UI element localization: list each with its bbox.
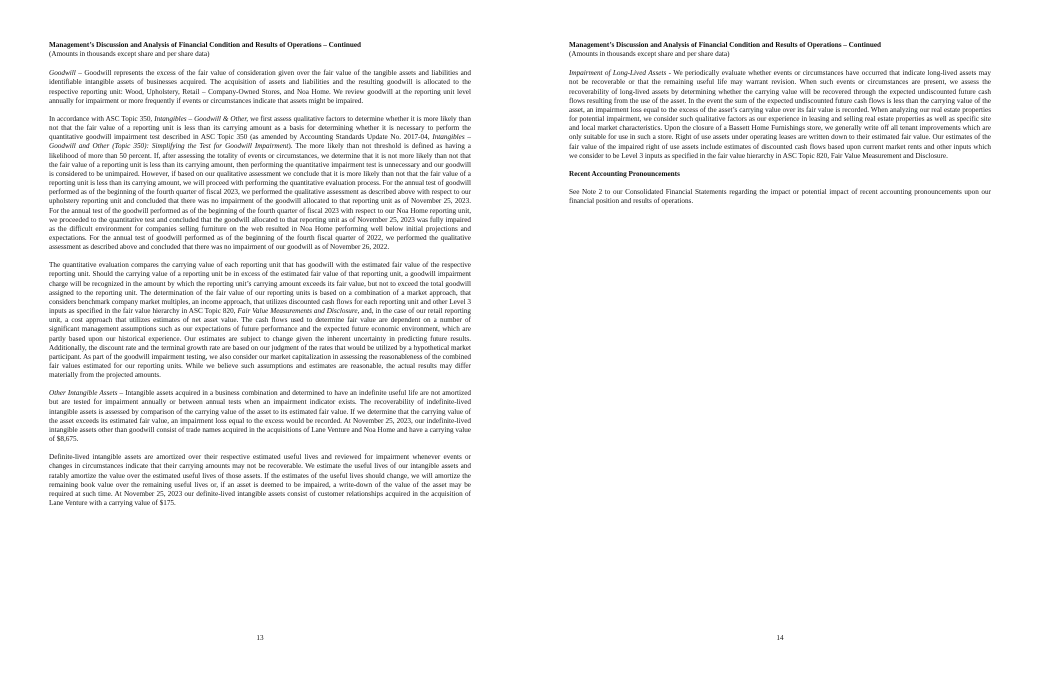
other-intangible-lead: Other Intangible Assets: [49, 389, 118, 398]
goodwill-paragraph: [49, 69, 471, 106]
asc350-italic-2: Intangibles – Goodwill and Other (Topic 350): Simplifying the Test for Goodwill Impairment: [49, 133, 472, 151]
quantitative-paragraph: [49, 261, 471, 380]
page-13-title: Management’s Discussion and Analysis of Financial Condition and Results of Operations – Continued: [49, 41, 362, 49]
impairment-paragraph: [569, 69, 991, 161]
recent-pronouncements-heading: Recent Accounting Pronouncements: [569, 169, 680, 178]
page-13-content: [49, 41, 471, 517]
impairment-lead: Impairment of Long-Lived Assets: [569, 69, 667, 78]
page-13-subtitle: (Amounts in thousands except share and per share data): [49, 50, 210, 59]
impairment-text: - We periodically evaluate whether events or circumstances have occurred that indicate long-lived assets may not be recoverable or that the remaining useful life may warrant revision. When such events or circumstances are present, we assess the recoverability of long-lived assets by determining whether the carrying value will be recovered through the expected undiscounted future cash flows resulting from the use of the asset. In the event the sum of the expected undiscounted future cash flows is less than the carrying value of the asset, an impairment loss equal to the excess of the asset’s carrying value over its fair value is recorded. When analyzing our real estate properties for potential impairment, we consider such qualitative factors as our experience in leasing and selling real estate properties as well as specific site and local market characteristics. Upon the closure of a Bassett Home Furnishings store, we generally write off all tenant improvements which are only suitable for use in such a store. Right of use assets under operating leases are written down to their estimated fair value. Our estimates of the fair value of the impaired right of use assets include estimates of discounted cash flows based upon current market rents and other inputs which we consider to be Level 3 inputs as specified in the fair value hierarchy in ASC Topic 820, Fair Value Measurement and Disclosure.: [569, 69, 991, 160]
quantitative-italic-1: Fair Value Measurements and Disclosure: [237, 307, 358, 316]
quantitative-text-1: The quantitative evaluation compares the carrying value of each reporting unit that has goodwill with the estimated fair value of the respective reporting unit. Should the carrying value of a reporting unit be in excess of the estimated fair value of that reporting unit, a goodwill impairment charge will be recognized in the amount by which the reporting unit’s carrying amount exceeds its fair value, but not to exceed the total goodwill assigned to the reporting unit. The determination of the fair value of our reporting units is based on a combination of a market approach, that considers benchmark company market multiples, an income approach, that utilizes discounted cash flows for each reporting unit and other Level 3 inputs as specified in the fair value hierarchy in ASC Topic 820,: [49, 261, 471, 316]
page-14-content: [569, 41, 991, 215]
page-14-title: Management’s Discussion and Analysis of Financial Condition and Results of Operations – Continued: [569, 41, 882, 49]
page-14-subtitle: (Amounts in thousands except share and per share data): [569, 50, 730, 59]
page-14: [520, 0, 1040, 673]
quantitative-text-2: , and, in the case of our retail reporting unit, a cost approach that utilizes estimates of net asset value. The cash flows used to determine fair value are dependent on a number of significant management assumptions such as our expectations of future performance and the expected future economic environment, which are partly based upon our historical experience. Our estimates are subject to change given the inherent uncertainty in predicting future results. Additionally, the discount rate and the terminal growth rate are based on our judgment of the rates that would be utilized by a hypothetical market participant. As part of the goodwill impairment testing, we also consider our market capitalization in assessing the reasonableness of the combined fair values estimated for our reporting units. While we believe such assumptions and estimates are reasonable, the actual results may differ materially from the projected amounts.: [49, 307, 472, 380]
goodwill-text: – Goodwill represents the excess of the fair value of consideration given over the fair value of the tangible assets and liabilities and identifiable intangible assets of businesses acquired. The acquisition of assets and liabilities and the resulting goodwill is allocated to the respective reporting unit: Wood, Upholstery, Retail – Company-Owned Stores, and Noa Home. We review goodwill at the reporting unit level annually for impairment or more frequently if events or circumstances indicate that assets might be impaired.: [49, 69, 471, 105]
definite-lived-paragraph: Definite-lived intangible assets are amortized over their respective estimated useful lives and reviewed for impairment whenever events or changes in circumstances indicate that their carrying amounts may not be recoverable. We estimate the useful lives of our intangible assets and ratably amortize the value over the estimated useful lives of those assets. If the estimates of the useful lives should change, we will amortize the remaining book value over the remaining useful lives or, if an asset is deemed to be impaired, a write-down of the value of the asset may be required at such time. At November 25, 2023 our definite-lived intangible assets consist of customer relationships acquired in the acquisition of Lane Venture with a carrying value of $175.: [49, 453, 471, 508]
other-intangible-text: – Intangible assets acquired in a business combination and determined to have an indefinite useful life are not amortized but are tested for impairment annually or between annual tests when an impairment indicator exists. The recoverability of indefinite-lived intangible assets is assessed by comparison of the carrying value of the asset to its estimated fair value. If we determine that the carrying value of the asset exceeds its estimated fair value, an impairment loss equal to the excess would be recorded. At November 25, 2023, our indefinite-lived intangible assets other than goodwill consist of trade names acquired in the acquisitions of Lane Venture and Noa Home and have a carrying value of $8,675.: [49, 389, 471, 444]
page-number: 13: [256, 634, 264, 642]
goodwill-lead: Goodwill: [49, 69, 76, 78]
asc350-paragraph: [49, 115, 471, 252]
asc350-text-3: ). The more likely than not threshold is defined as having a likelihood of more than 50 percent. If, after assessing the totality of events or circumstances, we determine that it is not more likely than not that the fair value of a reporting unit is less than its carrying amount, then performing the quantitative impairment test is unnecessary and our goodwill is considered to be unimpaired. However, if based on our qualitative assessment we conclude that it is more likely than not that the fair value of a reporting unit is less than its carrying amount, we will proceed with performing the quantitative evaluation process. For the annual test of goodwill performed as of the beginning of the fourth quarter of fiscal 2023, we performed the qualitative assessment as described above with respect to our upholstery reporting unit and concluded that there was no impairment of the goodwill allocated to that reporting unit as of November 25, 2023. For the annual test of the goodwill performed as of the beginning of the fourth quarter of fiscal 2023 with respect to our Noa Home reporting unit, we proceeded to the quantitative test and concluded that the goodwill allocated to that reporting unit as of November 25, 2023 was fully impaired as the difficult environment for companies selling furniture on the web resulted in Noa Home performing well below initial projections and expectations. For the annual test of goodwill performed as of the beginning of the fourth fiscal quarter of 2022, we performed the qualitative assessment as described above and concluded that there was no impairment of our goodwill as of November 26, 2022.: [49, 142, 471, 252]
other-intangible-paragraph: [49, 389, 471, 444]
asc350-text-2: we first assess qualitative factors to determine whether it is more likely than not that the fair value of a reporting unit is less than its carrying amount as a basis for determining whether it is necessary to perform the quantitative goodwill impairment test described in ASC Topic 350 (as amended by Accounting Standards Update No. 2017-04,: [49, 114, 471, 142]
recent-pronouncements-paragraph: See Note 2 to our Consolidated Financial Statements regarding the impact or potential impact of recent accounting pronouncements upon our financial position and results of operations.: [569, 188, 991, 206]
asc350-italic-1: Intangibles – Goodwill & Other,: [154, 114, 249, 123]
asc350-text-1: In accordance with ASC Topic 350,: [49, 114, 155, 123]
page-number: 14: [776, 634, 784, 642]
